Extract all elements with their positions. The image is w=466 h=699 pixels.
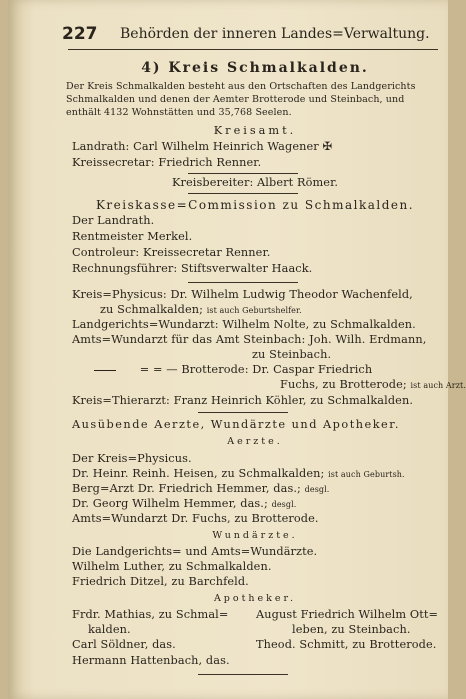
apotheker-right: August Friedrich Wilhelm Ott=: [256, 608, 439, 621]
arzt-entry: Amts=Wundarzt Dr. Fuchs, zu Brotterode.: [72, 512, 319, 525]
apotheker-left: Hermann Hattenbach, das.: [72, 654, 230, 667]
aerzte-subheading: Aerzte.: [227, 436, 283, 447]
brotterode-line-cont: [280, 378, 466, 391]
intro-line: Der Kreis Schmalkalden besteht aus den Ortschaften des Landgerichts: [66, 81, 416, 92]
intro-line: enthält 4132 Wohnstätten und 35,768 Seelen.: [66, 107, 292, 118]
arzt-entry-text: Dr. Heinr. Reinh. Heisen, zu Schmalkalden;: [72, 467, 325, 480]
arzt-entry-text: Berg=Arzt Dr. Friedrich Hemmer, das.;: [72, 482, 301, 495]
arzt-entry: [72, 482, 329, 495]
kommission-line: Der Landrath.: [72, 214, 155, 227]
amts-wundarzt-line: Amts=Wundarzt für das Amt Steinbach: Joh. Wilh. Erdmann,: [72, 333, 427, 346]
divider: [198, 674, 288, 675]
kommission-line: Rechnungsführer: Stiftsverwalter Haack.: [72, 262, 313, 275]
aerzte-section-heading: Ausübende Aerzte, Wundärzte und Apotheker.: [72, 418, 400, 431]
physicus-note: ist auch Geburtshelfer.: [206, 306, 302, 315]
arzt-entry: [72, 497, 296, 510]
apotheker-subheading: Apotheker.: [213, 593, 297, 604]
running-title: Behörden der inneren Landes=Verwaltung.: [120, 26, 430, 42]
arzt-entry-note: desgl.: [271, 500, 297, 509]
section-title: 4) Kreis Schmalkalden.: [141, 60, 369, 76]
page: [8, 0, 466, 699]
ditto-marks: = =: [139, 363, 163, 376]
apotheker-right: leben, zu Steinbach.: [292, 623, 411, 636]
apotheker-left: Frdr. Mathias, zu Schmal=: [72, 608, 229, 621]
kommission-heading: Kreiskasse=Commission zu Schmalkalden.: [95, 198, 415, 212]
wundarzt-entry: Die Landgerichts= und Amts=Wundärzte.: [72, 545, 318, 558]
physicus-line-cont: [100, 303, 302, 316]
kommission-line: Controleur: Kreissecretar Renner.: [72, 246, 271, 259]
arzt-entry-text: Dr. Georg Wilhelm Hemmer, das.;: [72, 497, 268, 510]
physicus-line: Kreis=Physicus: Dr. Wilhelm Ludwig Theodor Wachenfeld,: [72, 288, 413, 301]
divider: [198, 412, 288, 413]
landrath-line: Landrath: Carl Wilhelm Heinrich Wagener ✠: [72, 140, 333, 153]
divider: [188, 282, 298, 283]
header-rule: [68, 49, 438, 50]
wundaerzte-subheading: Wundärzte.: [212, 530, 298, 541]
arzt-entry: Der Kreis=Physicus.: [72, 452, 192, 465]
landgericht-wundarzt-line: Landgerichts=Wundarzt: Wilhelm Nolte, zu Schmalkalden.: [72, 318, 416, 331]
brotterode-line: [72, 363, 372, 376]
amts-wundarzt-line-cont: zu Steinbach.: [252, 348, 332, 361]
divider: [188, 193, 298, 194]
brotterode-text: — Brotterode: Dr. Caspar Friedrich: [166, 363, 373, 376]
wundarzt-entry: Friedrich Ditzel, zu Barchfeld.: [72, 575, 249, 588]
brotterode-note: ist auch Arzt.: [410, 381, 466, 390]
ditto-dash: [94, 370, 116, 371]
brotterode-name: Fuchs, zu Brotterode;: [280, 378, 407, 391]
apotheker-left: Carl Söldner, das.: [72, 638, 176, 651]
kommission-line: Rentmeister Merkel.: [72, 230, 193, 243]
thierarzt-line: Kreis=Thierarzt: Franz Heinrich Köhler, zu Schmalkalden.: [72, 394, 414, 407]
arzt-entry-note: ist auch Geburtsh.: [328, 470, 405, 479]
apotheker-right: Theod. Schmitt, zu Brotterode.: [256, 638, 437, 651]
kreisamt-heading: Kreisamt.: [213, 124, 297, 137]
divider: [188, 173, 298, 174]
physicus-place: zu Schmalkalden;: [100, 303, 204, 316]
arzt-entry-note: desgl.: [304, 485, 330, 494]
intro-line: Schmalkalden und denen der Aemter Brotterode und Steinbach, und: [66, 94, 405, 105]
kreisbereiter-line: Kreisbereiter: Albert Römer.: [171, 176, 339, 189]
apotheker-left: kalden.: [88, 623, 131, 636]
kreissecretar-line: Kreissecretar: Friedrich Renner.: [72, 156, 262, 169]
wundarzt-entry: Wilhelm Luther, zu Schmalkalden.: [72, 560, 272, 573]
page-number: 227: [62, 24, 98, 44]
arzt-entry: [72, 467, 405, 480]
